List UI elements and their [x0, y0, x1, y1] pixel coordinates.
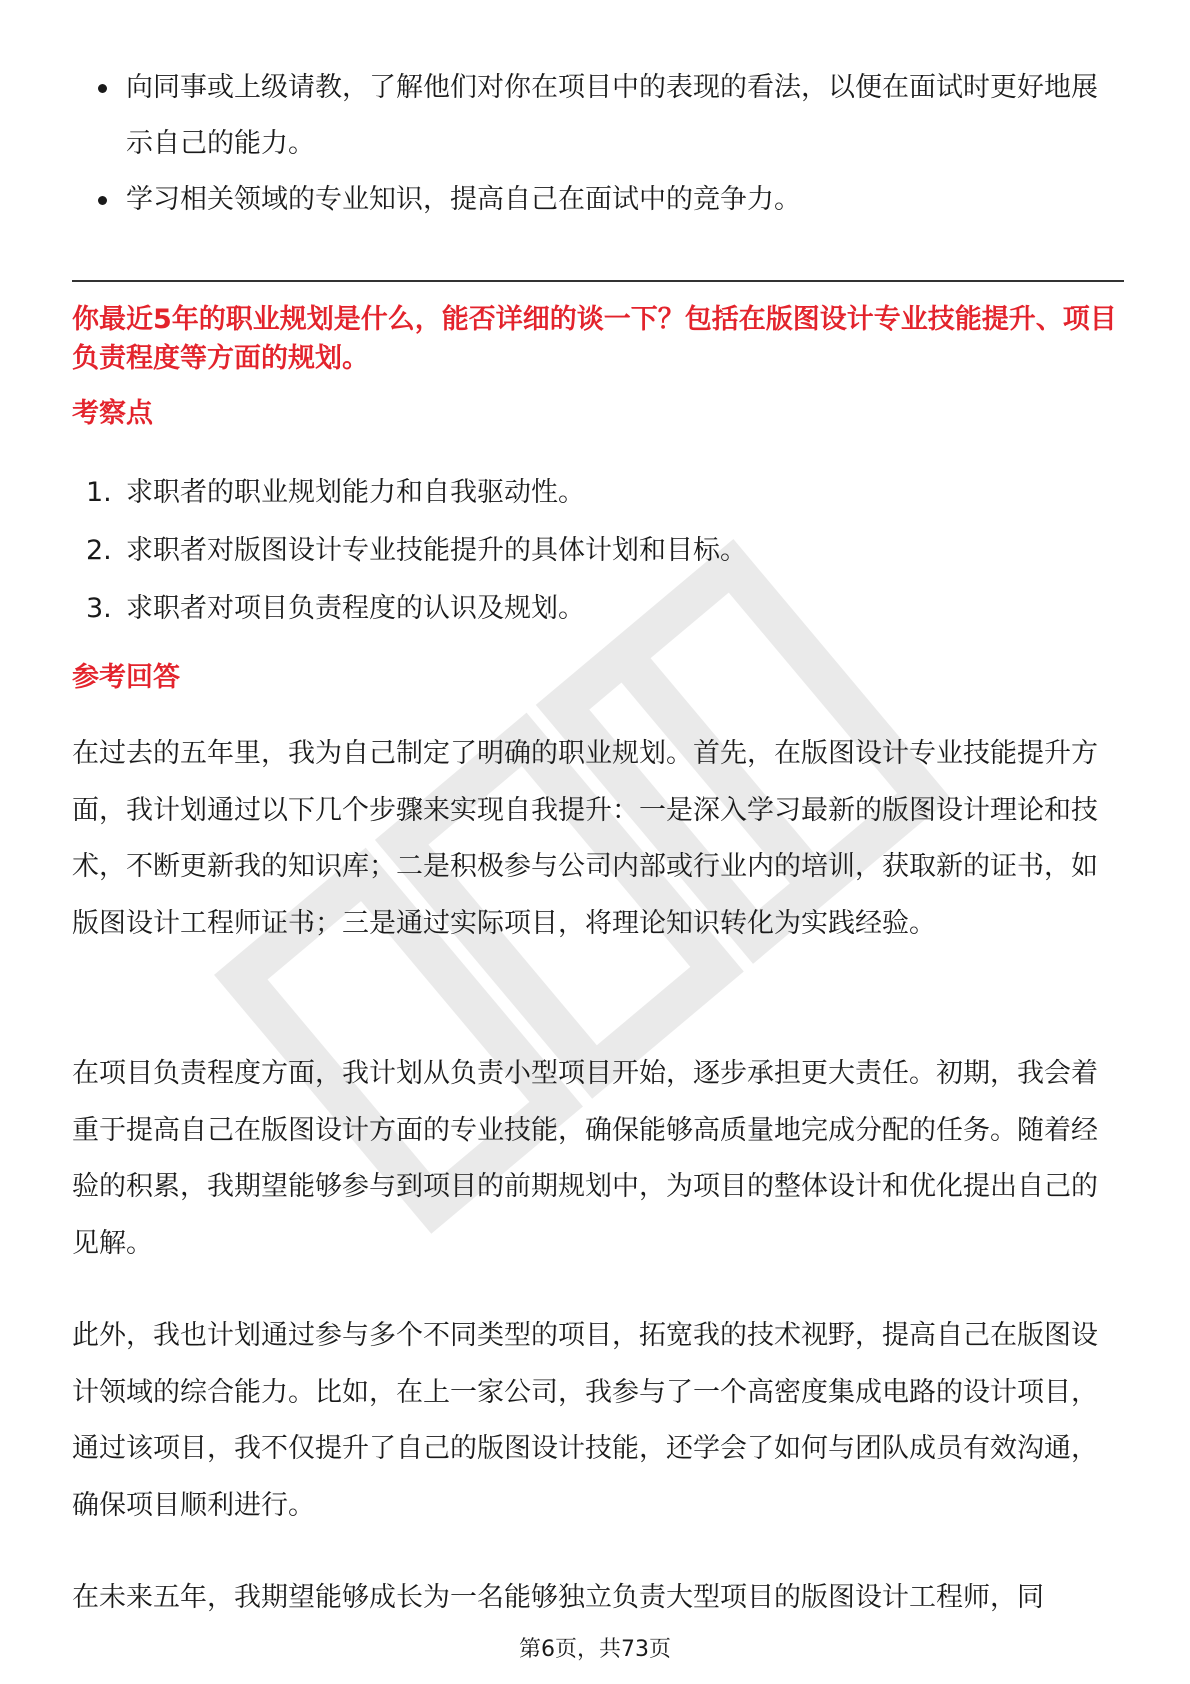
answer-heading: 参考回答	[72, 662, 180, 693]
item-number: 2.	[86, 535, 112, 566]
list-item	[72, 522, 1122, 580]
item-text: 求职者对版图设计专业技能提升的具体计划和目标。	[126, 535, 747, 566]
answer-paragraph: 在未来五年，我期望能够成长为一名能够独立负责大型项目的版图设计工程师，同	[72, 1582, 1044, 1613]
list-item	[72, 580, 1122, 638]
answer-paragraph: 在过去的五年里，我为自己制定了明确的职业规划。首先，在版图设计专业技能提升方面，我计划通过以下几个步骤来实现自我提升：一是深入学习最新的版图设计理论和技术，不断更新我的知识库；二是积极参与公司内部或行业内的培训，获取新的证书，如版图设计工程师证书；三是通过实际项目，将理论知识转化为实践经验。	[72, 738, 1098, 939]
list-item	[72, 464, 1122, 522]
item-text: 求职者对项目负责程度的认识及规划。	[126, 593, 585, 624]
section-divider	[72, 280, 1124, 282]
page-footer: 第6页，共73页	[519, 1637, 671, 1662]
focus-heading: 考察点	[72, 398, 153, 429]
list-item	[72, 172, 1122, 228]
bullet-list	[72, 60, 1122, 228]
answer-paragraph: 在项目负责程度方面，我计划从负责小型项目开始，逐步承担更大责任。初期，我会着重于提高自己在版图设计方面的专业技能，确保能够高质量地完成分配的任务。随着经验的积累，我期望能够参与到项目的前期规划中，为项目的整体设计和优化提出自己的见解。	[72, 1058, 1098, 1259]
bullet-dot-icon	[98, 84, 107, 93]
question-heading: 你最近5年的职业规划是什么，能否详细的谈一下？包括在版图设计专业技能提升、项目负责程度等方面的规划。	[72, 304, 1117, 374]
item-number: 3.	[86, 593, 112, 624]
focus-list	[72, 464, 1122, 638]
bullet-dot-icon	[98, 196, 107, 205]
bullet-section	[72, 60, 1122, 228]
list-item	[72, 60, 1122, 172]
item-number: 1.	[86, 477, 112, 508]
bullet-text: 向同事或上级请教，了解他们对你在项目中的表现的看法，以便在面试时更好地展示自己的能力。	[126, 72, 1098, 159]
answer-paragraph: 此外，我也计划通过参与多个不同类型的项目，拓宽我的技术视野，提高自己在版图设计领域的综合能力。比如，在上一家公司，我参与了一个高密度集成电路的设计项目，通过该项目，我不仅提升了自己的版图设计技能，还学会了如何与团队成员有效沟通，确保项目顺利进行。	[72, 1320, 1098, 1521]
item-text: 求职者的职业规划能力和自我驱动性。	[126, 477, 585, 508]
bullet-text: 学习相关领域的专业知识，提高自己在面试中的竞争力。	[126, 184, 801, 215]
